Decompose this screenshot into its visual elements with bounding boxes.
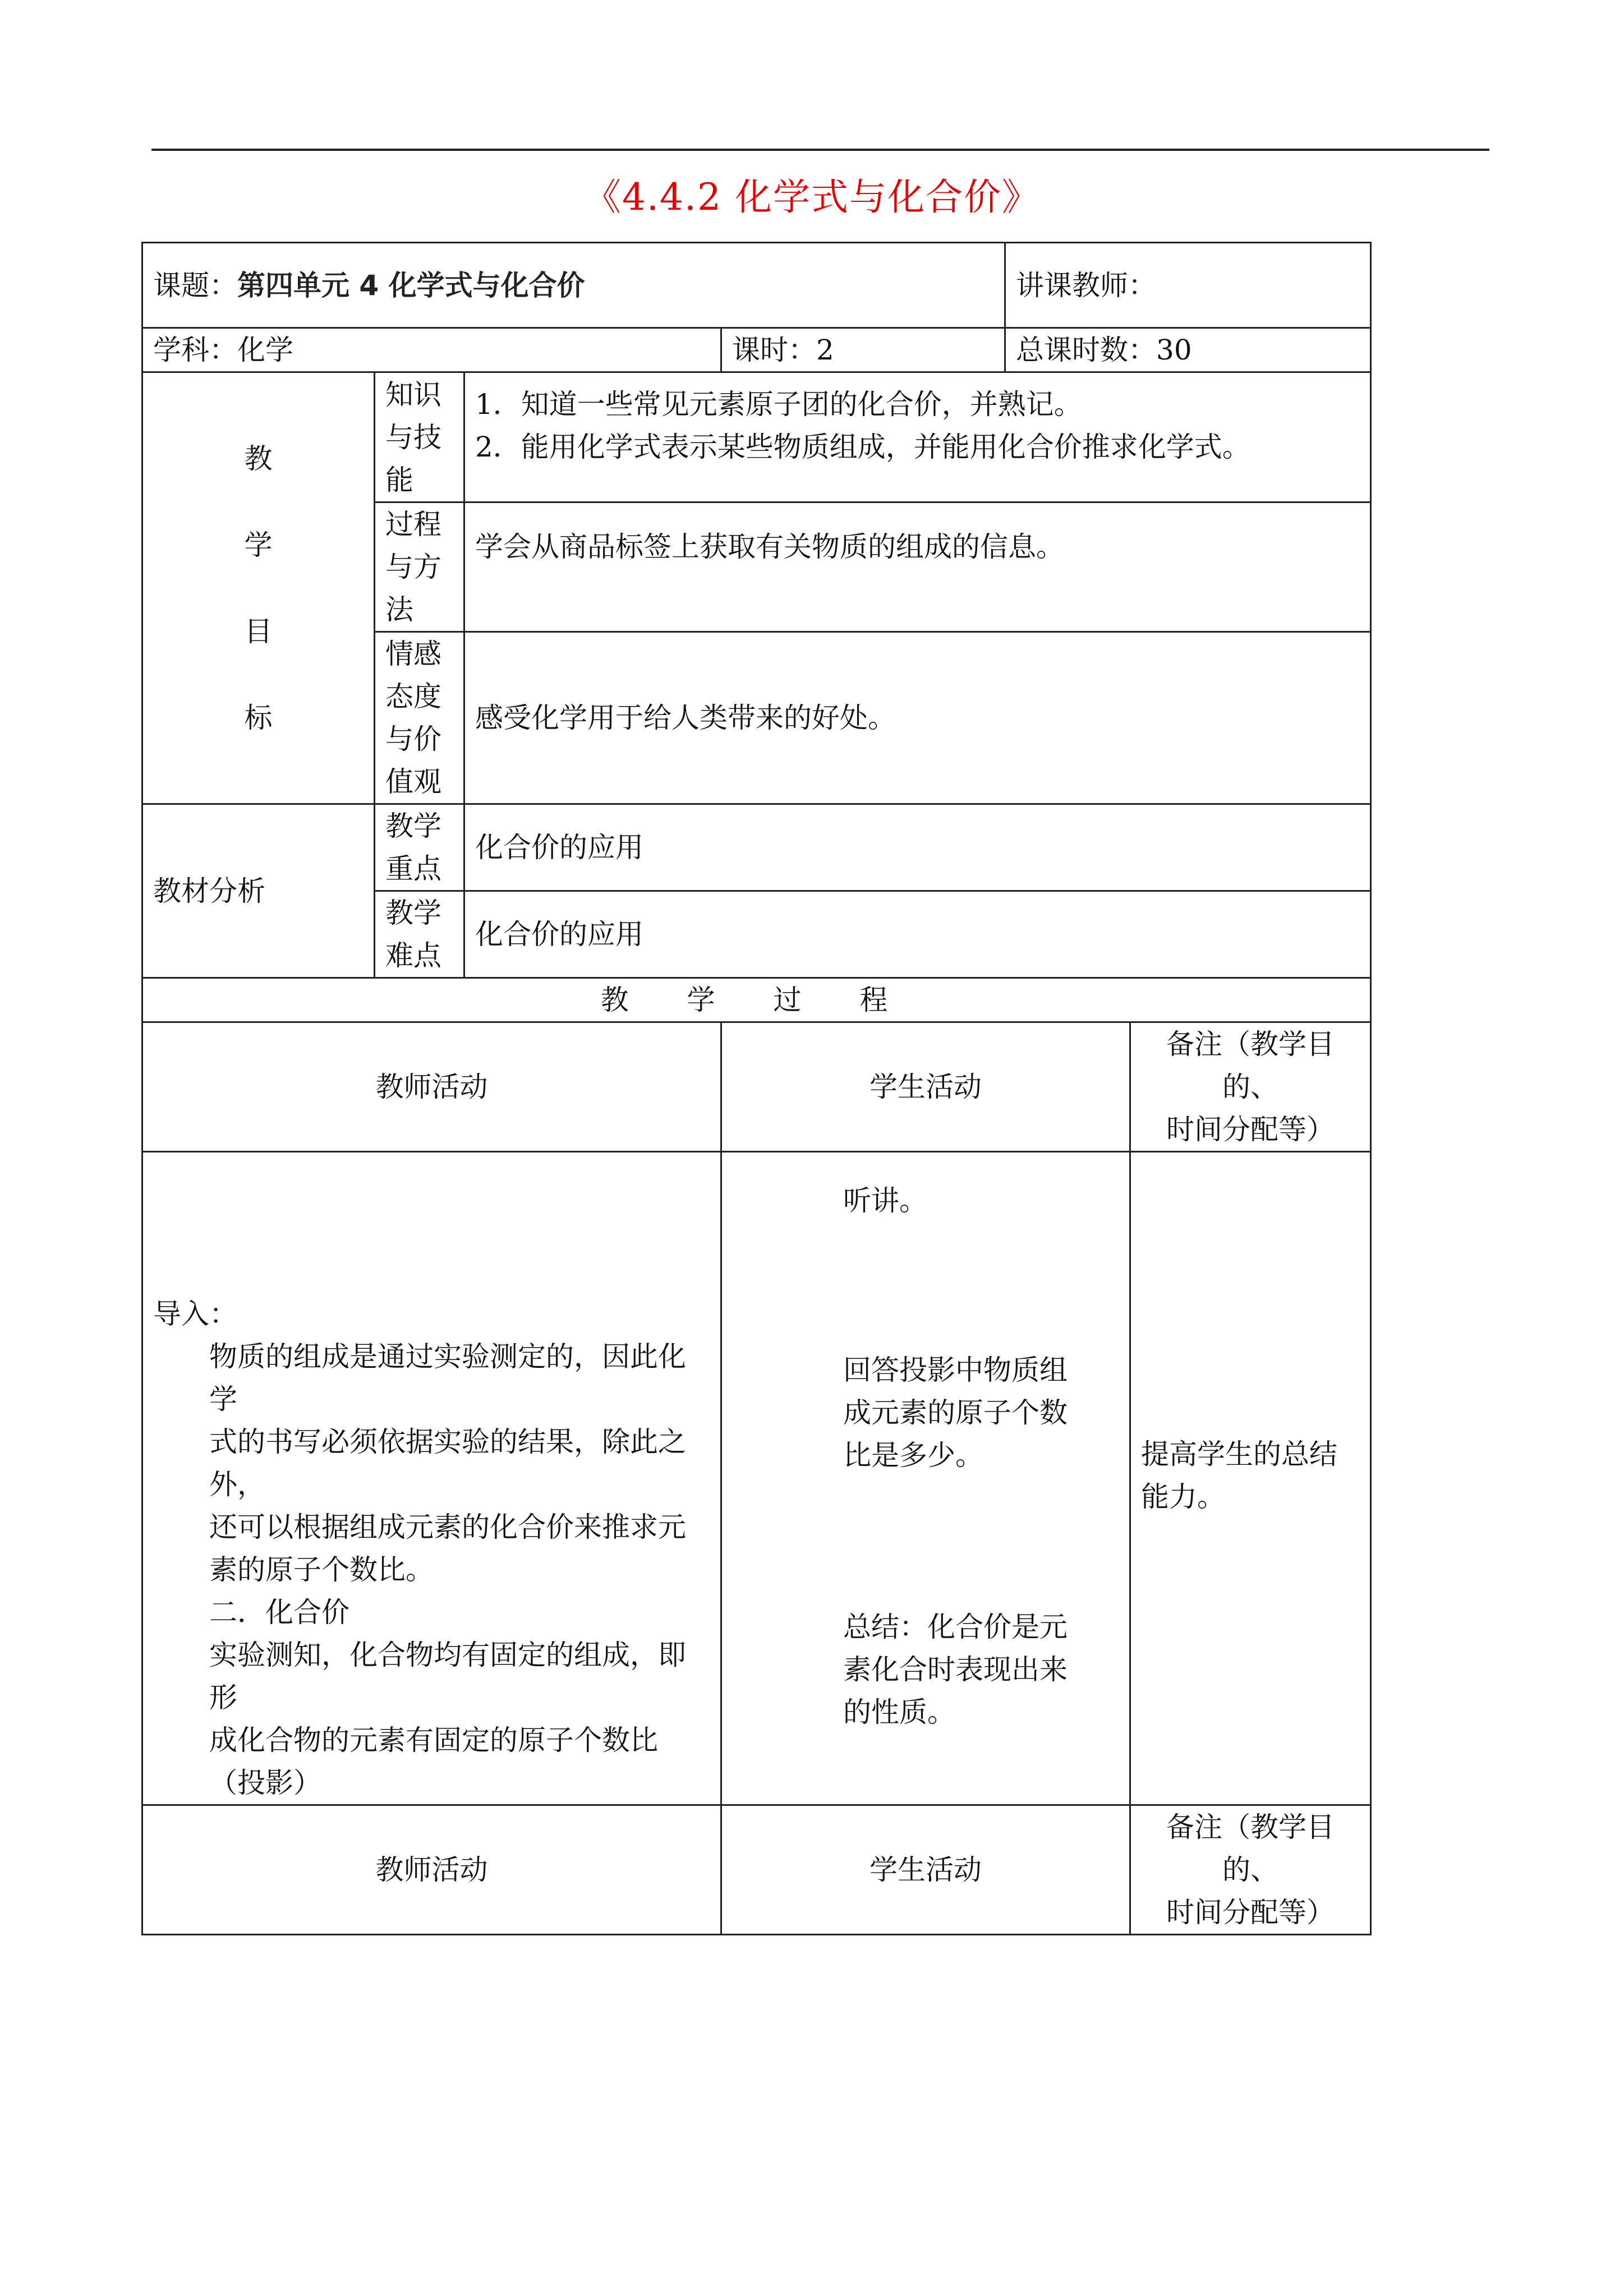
topic-label: 课题： [153, 269, 237, 302]
student-activity-header: 学生活动 [721, 1805, 1130, 1935]
attitude-content: 感受化学用于给人类带来的好处。 [464, 632, 1371, 804]
student-activity-header: 学生活动 [721, 1022, 1130, 1152]
document-title: 《4.4.2 化学式与化合价》 [584, 176, 1040, 219]
teacher-activity-header: 教师活动 [142, 1805, 721, 1935]
process-heading: 教 学 过 程 [142, 978, 1371, 1022]
header-rule [151, 149, 1489, 151]
knowledge-item: 1．知道一些常见元素原子团的化合价，并熟记。 [475, 388, 1082, 421]
process-columns-row-repeat [142, 1805, 1371, 1935]
analysis-label: 教材分析 [142, 804, 375, 978]
objective-knowledge-row [142, 372, 1371, 502]
note-header: 备注（教学目的、 时间分配等） [1130, 1022, 1371, 1152]
key-content: 化合价的应用 [464, 804, 1371, 891]
note-content: 提高学生的总结 能力。 [1130, 1152, 1371, 1805]
process-content: 学会从商品标签上获取有关物质的组成的信息。 [464, 502, 1371, 632]
topic-value: 第四单元 4 化学式与化合价 [237, 269, 585, 302]
difficulty-content: 化合价的应用 [464, 891, 1371, 978]
knowledge-content [464, 372, 1371, 502]
objectives-label-char: 学 [244, 528, 273, 561]
process-content-row [142, 1152, 1371, 1805]
process-label: 过程 与方 法 [375, 502, 464, 632]
student-activity-content: 听讲。 回答投影中物质组 成元素的原子个数 比是多少。 总结：化合价是元 素化合时表现出来 的性质。 [721, 1152, 1130, 1805]
topic-row [142, 243, 1371, 328]
knowledge-item: 2．能用化学式表示某些物质组成，并能用化合价推求化学式。 [475, 431, 1250, 463]
subject-cell: 学科：化学 [142, 328, 721, 372]
lesson-plan-table [141, 242, 1372, 1935]
process-heading-row [142, 978, 1371, 1022]
objectives-label [142, 372, 375, 804]
teacher-activity-header: 教师活动 [142, 1022, 721, 1152]
hours-cell: 课时：2 [721, 328, 1005, 372]
analysis-key-row [142, 804, 1371, 891]
total-hours-cell: 总课时数：30 [1005, 328, 1371, 372]
objectives-label-char: 标 [244, 701, 273, 734]
key-label: 教学 重点 [375, 804, 464, 891]
intro-label: 导入： [153, 1298, 237, 1330]
subject-row [142, 328, 1371, 372]
difficulty-label: 教学 难点 [375, 891, 464, 978]
process-columns-row [142, 1022, 1371, 1152]
teacher-label: 讲课教师： [1016, 269, 1157, 302]
teacher-activity-content: 导入： 物质的组成是通过实验测定的，因此化学 式的书写必须依据实验的结果，除此之外， 还可以根据组成元素的化合价来推求元 素的原子个数比。 二．化合价 实验测知，化合物均有固定的组成，即形 成化合物的元素有固定的原子个数比 （投影） [142, 1152, 721, 1805]
section-heading: 二．化合价 [209, 1596, 349, 1629]
objectives-label-char: 目 [244, 615, 273, 648]
attitude-label: 情感 态度 与价 值观 [375, 632, 464, 804]
note-header: 备注（教学目的、 时间分配等） [1130, 1805, 1371, 1935]
knowledge-label: 知识 与技 能 [375, 372, 464, 502]
objectives-label-char: 教 [244, 442, 273, 475]
